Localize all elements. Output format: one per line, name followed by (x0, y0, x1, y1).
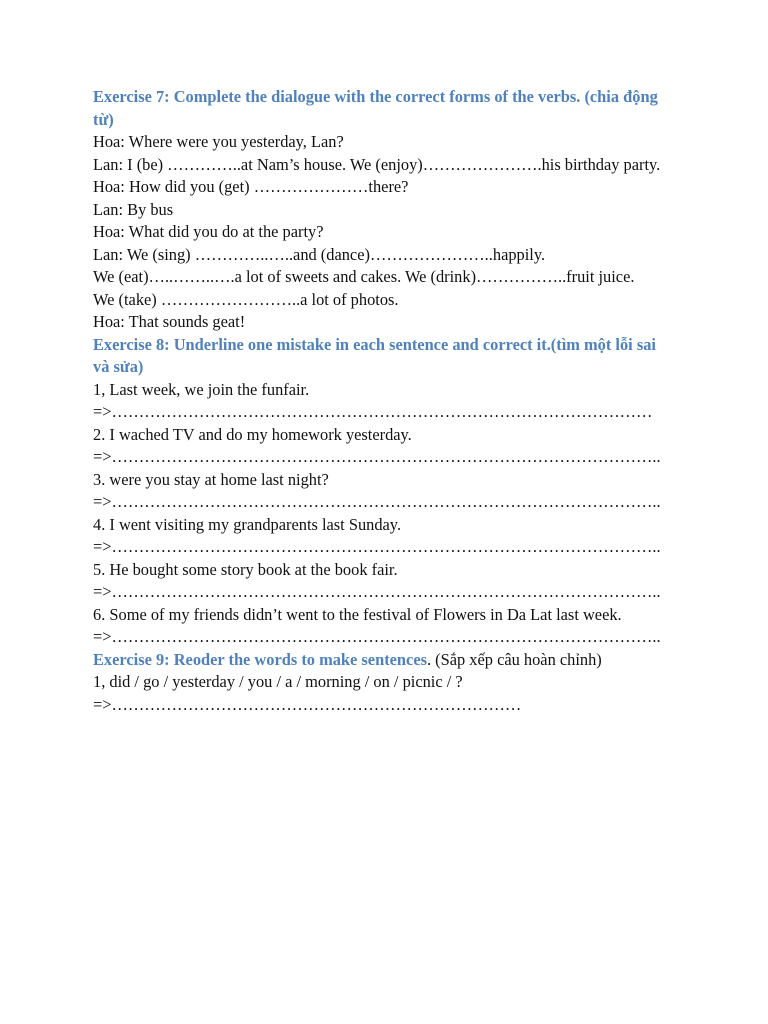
dialogue-line: Hoa: How did you (get) …………………there? (93, 177, 409, 196)
exercise-8-sentence: 2. I wached TV and do my homework yesterday. (93, 424, 412, 444)
exercise-8-answer-line: =>……………………………………………………………………………………….. (93, 492, 661, 511)
dialogue-line: We (take) ……………………..a lot of photos. (93, 289, 399, 309)
exercise-9-answer-line: =>………………………………………………………………… (93, 694, 522, 714)
exercise-8-answer-line: =>……………………………………………………………………………………… (93, 402, 653, 421)
exercise-8-answer-line: =>……………………………………………………………………………………….. (93, 447, 661, 466)
dialogue-line: Lan: I (be) …………..at Nam’s house. We (enjoy)………………….his birthday party. (93, 154, 661, 174)
exercise-8-sentence: 1, Last week, we join the funfair. (93, 379, 310, 399)
exercise-8-sentence: 6. Some of my friends didn’t went to the festival of Flowers in Da Lat last week. (93, 604, 622, 624)
dialogue-line: Hoa: What did you do at the party? (93, 222, 324, 241)
exercise-8-answer-line: =>……………………………………………………………………………………….. (93, 582, 661, 601)
exercise-9-heading-suffix: . (Sắp xếp câu hoàn chỉnh) (426, 649, 602, 669)
dialogue-line: Hoa: Where were you yesterday, Lan? (93, 132, 344, 151)
exercise-9-heading (93, 649, 675, 672)
dialogue-line: We (eat)…..……..….a lot of sweets and cakes. We (drink)……………..fruit juice. (93, 267, 635, 286)
exercise-8-items (93, 379, 675, 649)
exercise-9-sentence: 1, did / go / yesterday / you / a / morning / on / picnic / ? (93, 672, 463, 691)
exercise-9-items (93, 671, 675, 716)
exercise-7-heading: Exercise 7: Complete the dialogue with the correct forms of the verbs. (chia động từ) (93, 87, 658, 129)
exercise-9-heading-title: Exercise 9: Reoder the words to make sentences (93, 649, 427, 669)
exercise-8-answer-line: =>……………………………………………………………………………………….. (93, 627, 661, 646)
dialogue-line: Lan: We (sing) …………..…..and (dance)…………………..happily. (93, 244, 546, 264)
exercise-8-answer-line: =>……………………………………………………………………………………….. (93, 537, 661, 556)
exercise-7-dialogue (93, 131, 675, 334)
worksheet-page (93, 86, 675, 716)
dialogue-line: Hoa: That sounds geat! (93, 312, 246, 331)
exercise-8-heading: Exercise 8: Underline one mistake in each sentence and correct it.(tìm một lỗi sai và sửa) (93, 334, 656, 376)
exercise-8-sentence: 5. He bought some story book at the book fair. (93, 559, 398, 579)
exercise-8-sentence: 3. were you stay at home last night? (93, 469, 329, 489)
dialogue-line: Lan: By bus (93, 199, 174, 219)
exercise-8-sentence: 4. I went visiting my grandparents last Sunday. (93, 514, 402, 534)
